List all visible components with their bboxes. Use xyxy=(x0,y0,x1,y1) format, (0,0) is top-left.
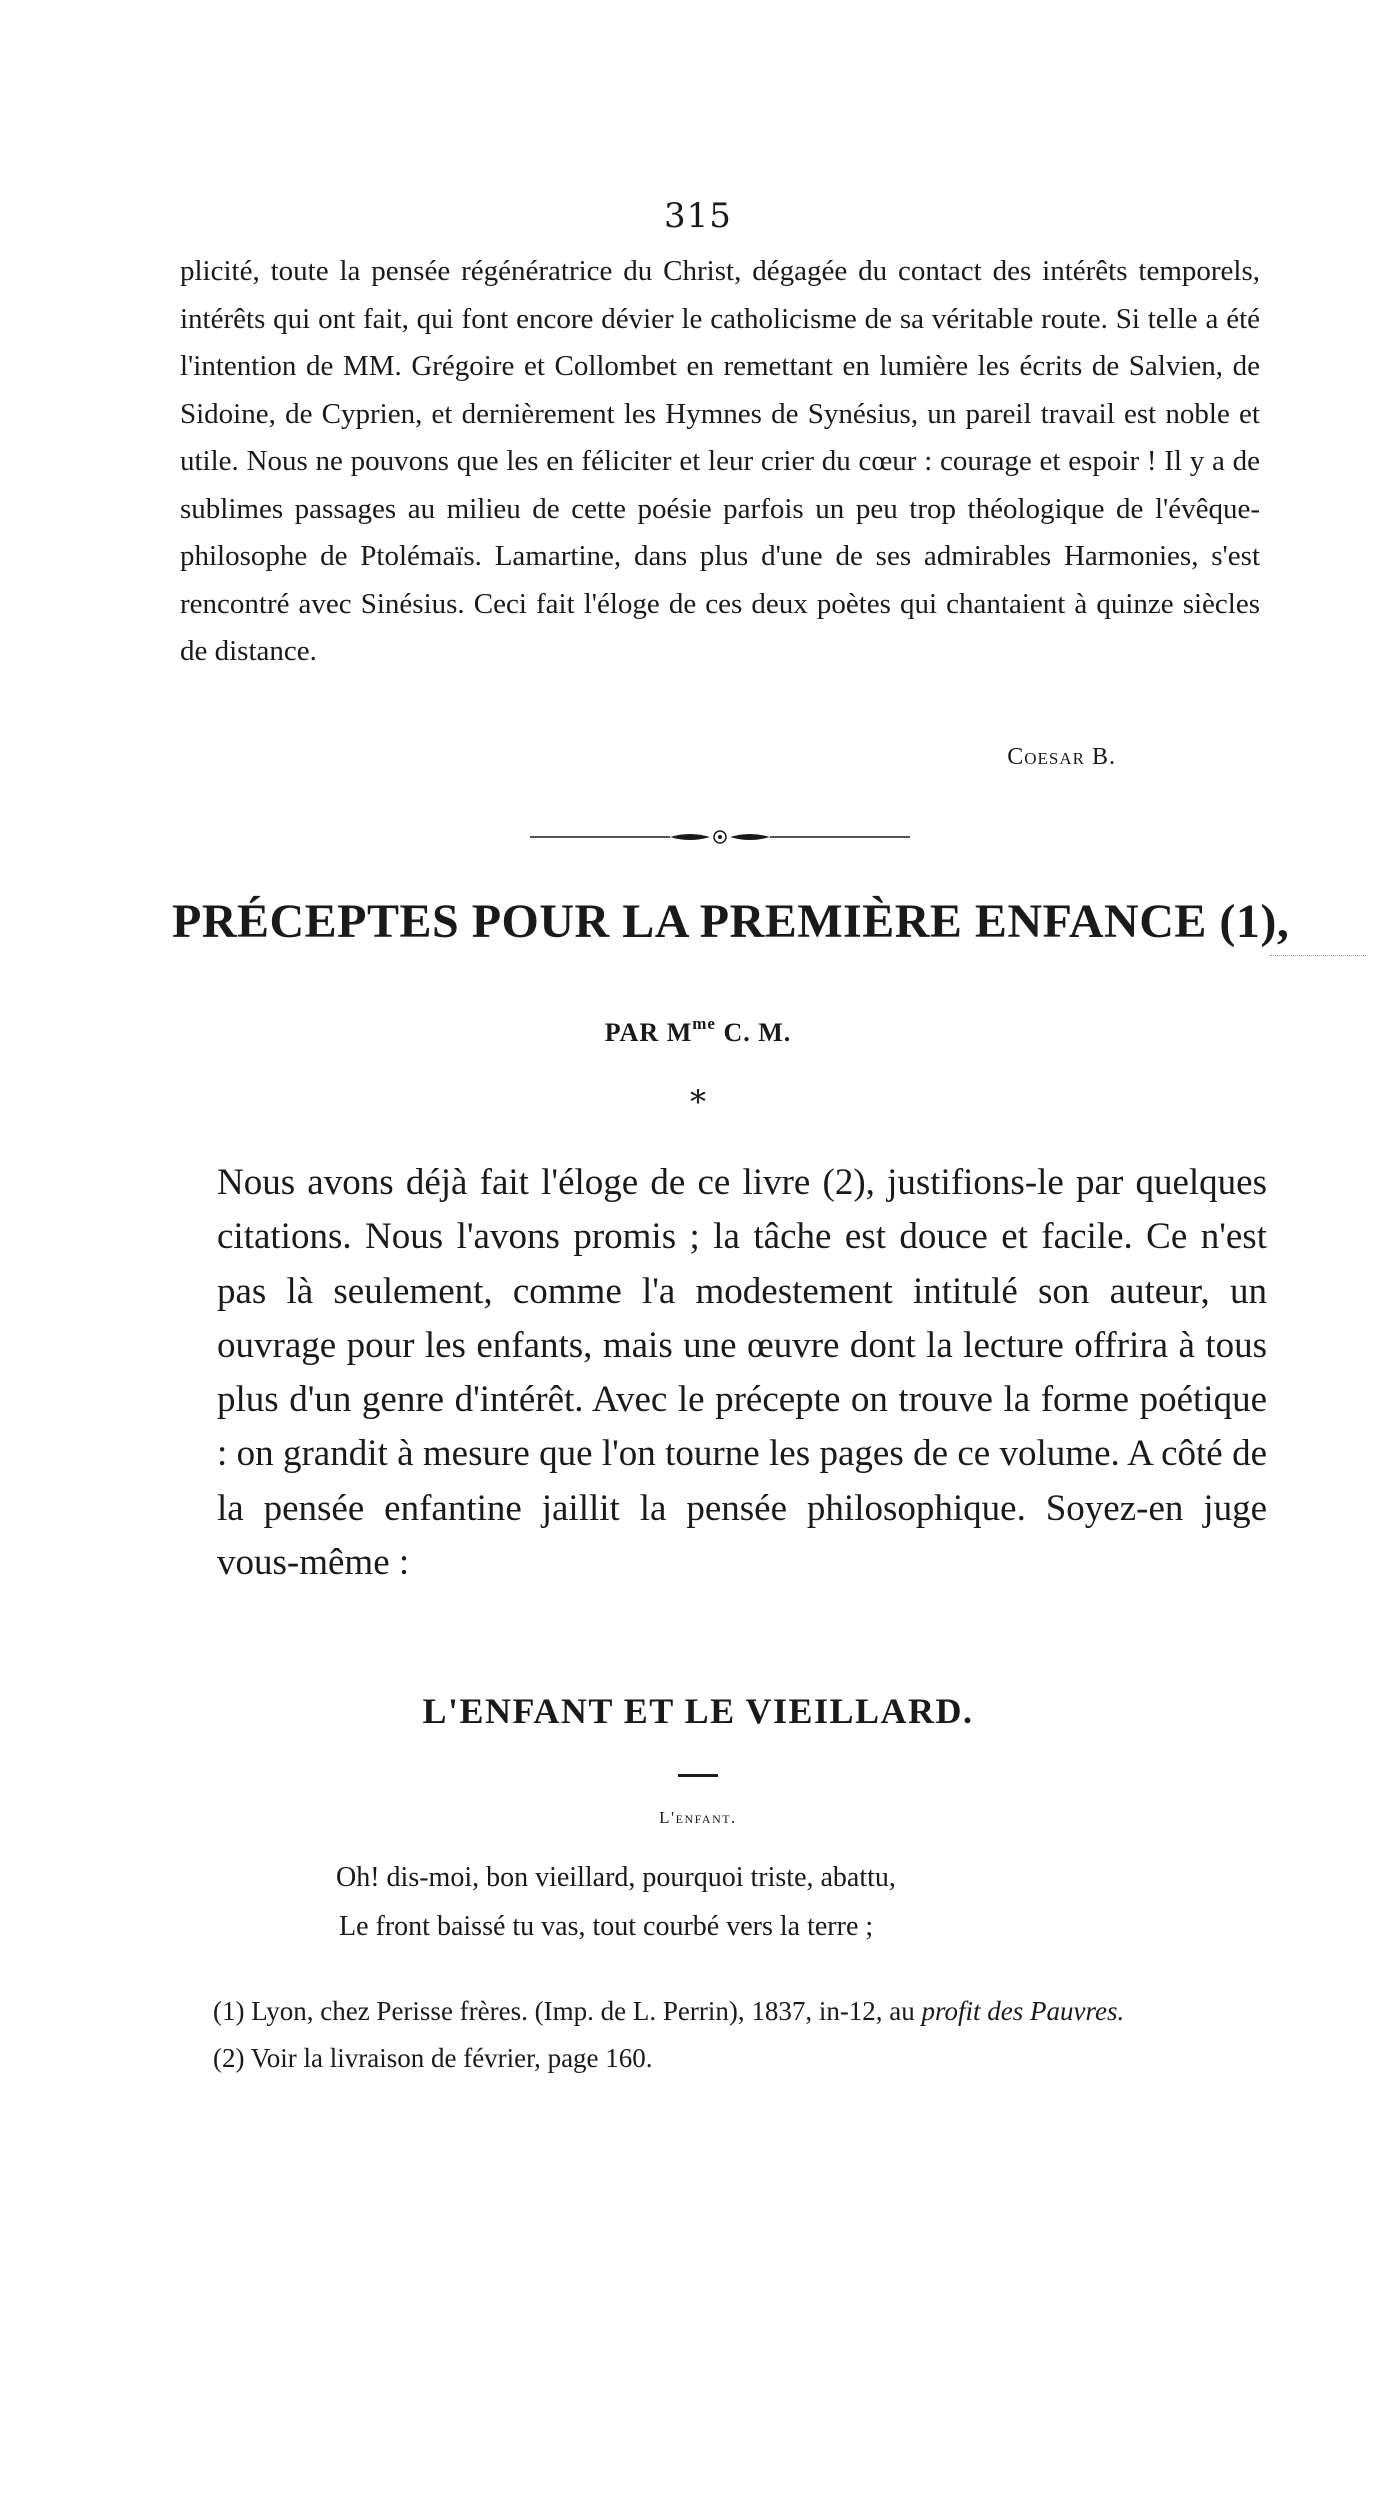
previous-article-paragraph: plicité, toute la pensée régénératrice du Christ, dégagée du contact des intérêts temporels, intérêts qui ont fait, qui font encore dévier le catholicisme de sa véritable route. Si telle a été l'intention de MM. Grégoire et Collombet en remettant en lumière les écrits de Salvien, de Sidoine, de Cyprien, et dernièrement les Hymnes de Synésius, un pareil travail est noble et utile. Nous ne pouvons que les en féliciter et leur crier du cœur : courage et espoir ! Il y a de sublimes passages au milieu de cette poésie parfois un peu trop théologique de l'évêque-philosophe de Ptolémaïs. Lamartine, dans plus d'une de ses admirables Harmonies, s'est rencontré avec Sinésius. Ceci fait l'éloge de ces deux poètes qui chantaient à quinze siècles de distance. xyxy=(180,255,1260,667)
poem-verses xyxy=(336,1853,896,1951)
poem-title-dash xyxy=(678,1774,718,1777)
title-dotted-rule xyxy=(1270,955,1366,956)
footnote-1 xyxy=(175,1988,1265,2035)
article-byline xyxy=(0,1014,1396,1048)
poem-speaker-label: L'enfant. xyxy=(659,1808,737,1827)
poem-title: L'ENFANT ET LE VIEILLARD. xyxy=(422,1691,974,1731)
article-body xyxy=(217,1156,1267,1590)
article-body-paragraph: Nous avons déjà fait l'éloge de ce livre (2), justifions-le par quelques citations. Nous l'avons promis ; la tâche est douce et facile. Ce n'est pas là seulement, comme l'a modestement intitulé son auteur, un ouvrage pour les enfants, mais une œuvre dont la lecture offrira à tous plus d'un genre d'intérêt. Avec le précepte on trouve la forme poétique : on grandit à mesure que l'on tourne les pages de ce volume. A côté de la pensée enfantine jaillit la pensée philosophique. Soyez-en juge vous-même : xyxy=(217,1162,1267,1584)
poem-verse-line: Le front baissé tu vas, tout courbé vers la terre ; xyxy=(339,1911,874,1942)
byline-author-initials: C. M. xyxy=(715,1018,792,1047)
previous-article-text xyxy=(180,248,1260,676)
byline-prefix: PAR M xyxy=(604,1018,693,1047)
page-number: 315 xyxy=(664,196,732,236)
section-divider-ornament xyxy=(530,825,910,849)
byline-superscript: me xyxy=(692,1014,716,1033)
footnote-2: (2) Voir la livraison de février, page 160. xyxy=(213,2043,653,2073)
author-signature: Coesar B. xyxy=(1007,744,1116,770)
footnote-1-italic: profit des Pauvres. xyxy=(921,1996,1125,2026)
footnote-1-text: (1) Lyon, chez Perisse frères. (Imp. de L. Perrin), 1837, in-12, au xyxy=(213,1996,922,2026)
poem-verse-line: Oh! dis-moi, bon vieillard, pourquoi triste, abattu, xyxy=(336,1862,896,1893)
asterisk-separator: * xyxy=(690,1083,706,1121)
footnotes xyxy=(175,1988,1265,2082)
article-title: PRÉCEPTES POUR LA PREMIÈRE ENFANCE (1), xyxy=(172,895,1290,948)
